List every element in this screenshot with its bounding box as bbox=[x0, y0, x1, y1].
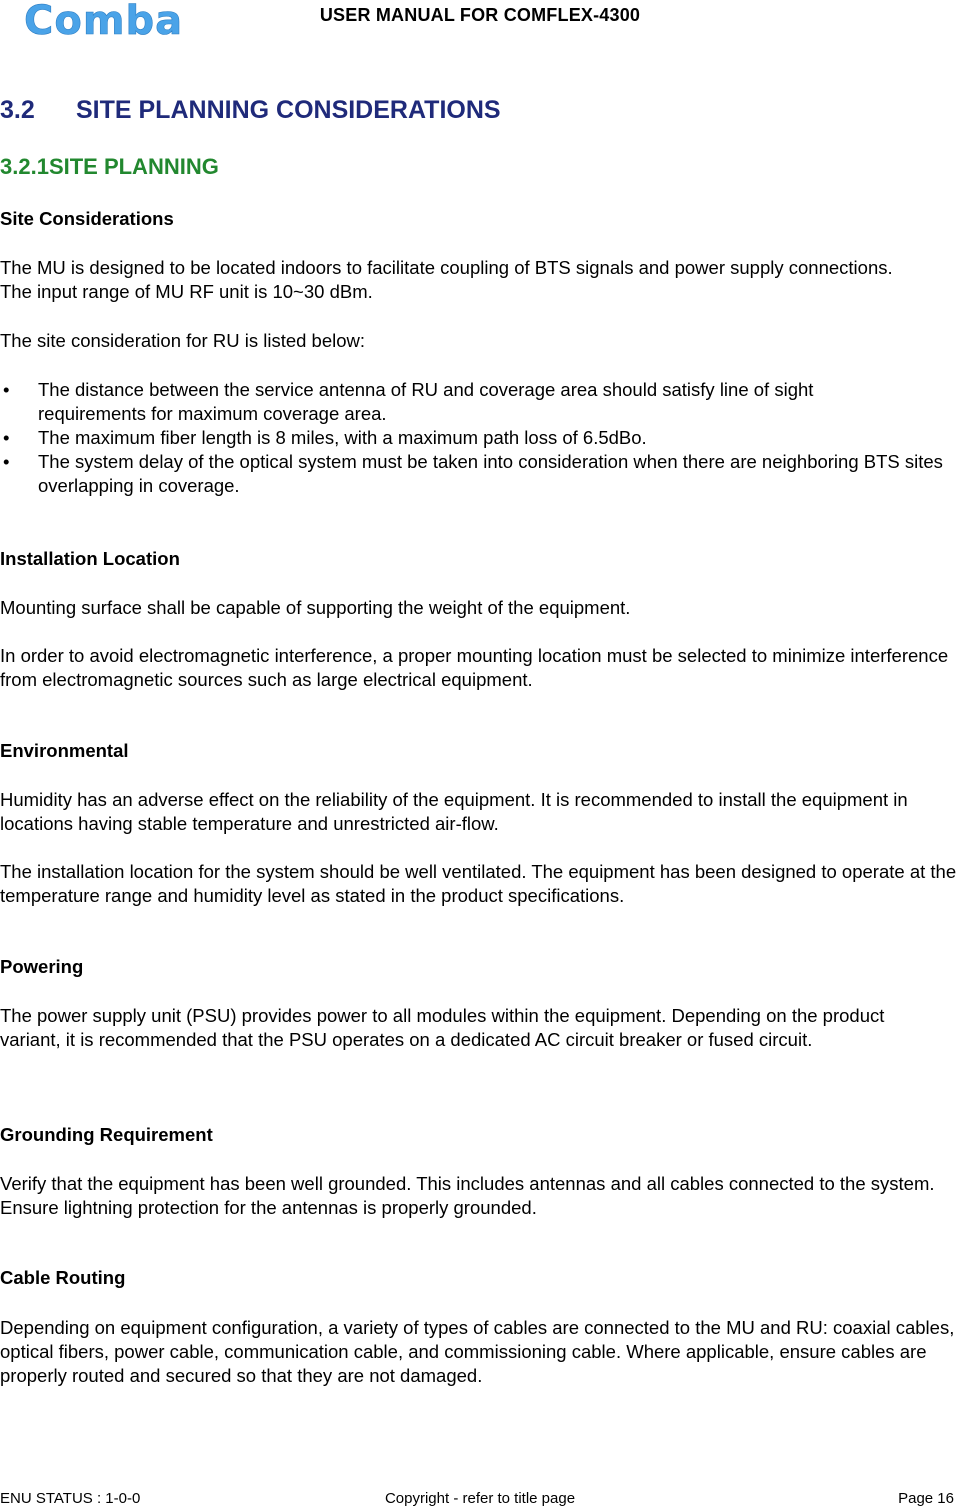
footer-status: ENU STATUS : 1-0-0 bbox=[0, 1490, 141, 1507]
environmental-para-1: Humidity has an adverse effect on the reliability of the equipment. It is recommended to install the equipment in locations having stable temperature and unrestricted air-flow. bbox=[0, 789, 908, 834]
grounding-para-1: Verify that the equipment has been well grounded. This includes antennas and all cables connected to the system. Ensure lightning protection for the antennas is properly grounded. bbox=[0, 1173, 935, 1218]
section-title: SITE PLANNING CONSIDERATIONS bbox=[76, 96, 501, 124]
bullet-icon: • bbox=[3, 427, 10, 448]
bullet-icon: • bbox=[3, 451, 10, 472]
cable-routing-heading: Cable Routing bbox=[0, 1267, 126, 1288]
site-considerations-para-1: The MU is designed to be located indoors to facilitate coupling of BTS signals and power supply connections. The input range of MU RF unit is 10~30 dBm. bbox=[0, 257, 893, 302]
bullet-icon: • bbox=[3, 379, 10, 400]
document-header-title: USER MANUAL FOR COMFLEX-4300 bbox=[319, 5, 641, 25]
list-item-text: The distance between the service antenna of RU and coverage area should satisfy line of sight requirements for maximum coverage area. bbox=[38, 379, 814, 424]
environmental-para-2: The installation location for the system should be well ventilated. The equipment has been designed to operate at the temperature range and humidity level as stated in the product specifications. bbox=[0, 861, 957, 906]
footer-copyright: Copyright - refer to title page bbox=[384, 1490, 576, 1507]
subsection-number: 3.2.1 bbox=[0, 154, 49, 179]
list-item bbox=[0, 450, 960, 498]
installation-location-para-2: In order to avoid electromagnetic interference, a proper mounting location must be selected to minimize interference from electromagnetic sources such as large electrical equipment. bbox=[0, 645, 949, 690]
site-considerations-list bbox=[0, 378, 960, 498]
installation-location-heading: Installation Location bbox=[0, 548, 180, 569]
site-considerations-para-2: The site consideration for RU is listed below: bbox=[0, 330, 366, 351]
list-item bbox=[0, 426, 960, 450]
environmental-heading: Environmental bbox=[0, 740, 129, 761]
installation-location-para-1: Mounting surface shall be capable of supporting the weight of the equipment. bbox=[0, 597, 631, 618]
list-item-text: The system delay of the optical system must be taken into consideration when there are neighboring BTS sites overlapping in coverage. bbox=[38, 451, 943, 496]
subsection-title: SITE PLANNING bbox=[48, 154, 219, 179]
powering-para-1: The power supply unit (PSU) provides power to all modules within the equipment. Depending on the product variant, it is recommended that the PSU operates on a dedicated AC circuit breaker or fused circuit. bbox=[0, 1005, 885, 1050]
section-number: 3.2 bbox=[0, 96, 35, 124]
list-item-text: The maximum fiber length is 8 miles, with a maximum path loss of 6.5dBo. bbox=[38, 427, 647, 448]
site-considerations-heading: Site Considerations bbox=[0, 208, 174, 229]
footer-page-number: Page 16 bbox=[898, 1490, 954, 1507]
subsection-heading bbox=[0, 154, 219, 180]
grounding-heading: Grounding Requirement bbox=[0, 1124, 213, 1145]
svg-text:Comba: Comba bbox=[24, 0, 184, 42]
section-heading bbox=[0, 96, 501, 125]
powering-heading: Powering bbox=[0, 956, 84, 977]
cable-routing-para-1: Depending on equipment configuration, a variety of types of cables are connected to the MU and RU: coaxial cables, optical fibers, power cable, communication cable, and commissioning cable. Where applicable, ensure cables are properly routed and secured so that they are not damaged. bbox=[0, 1317, 955, 1386]
list-item bbox=[0, 378, 918, 426]
